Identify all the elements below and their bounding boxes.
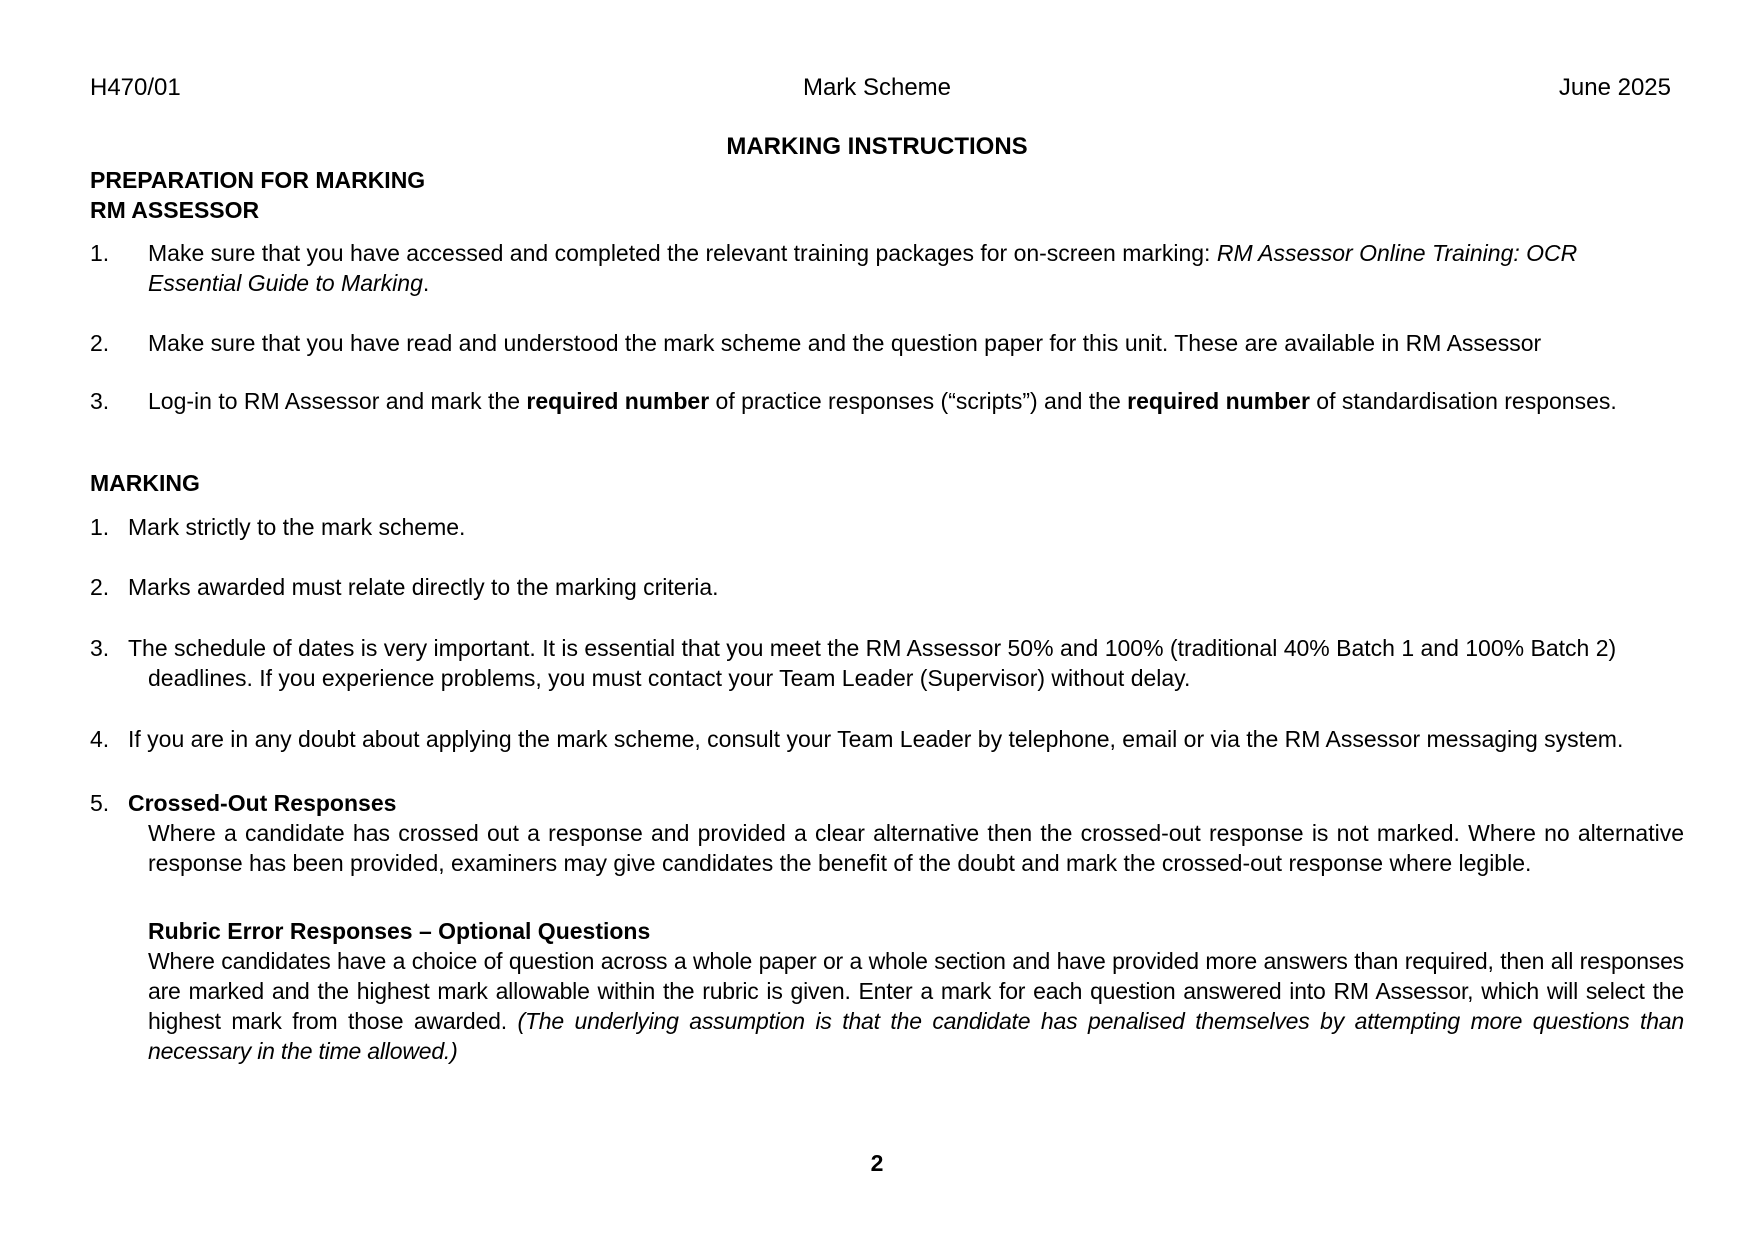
list-number: 3.	[90, 388, 110, 414]
section-heading-marking: MARKING	[90, 470, 200, 496]
header-document-type: Mark Scheme	[802, 74, 952, 101]
list-number: 4.	[90, 726, 110, 752]
list-number: 1.	[90, 514, 110, 540]
list-number: 5.	[90, 790, 110, 816]
marking-item-3	[90, 633, 1694, 693]
crossed-out-text: Where a candidate has crossed out a response and provided a clear alternative then the crossed-out response is not marked. Where no alternative response has been provided, examiners may give candidates the benefit of the doubt and mark the crossed-out response where legible.	[148, 820, 1684, 876]
list-item-text: Marks awarded must relate directly to the marking criteria.	[128, 574, 719, 600]
section-subheading-rm-assessor: RM ASSESSOR	[90, 197, 260, 223]
prep-item-2	[90, 328, 1674, 358]
marking-item-4	[90, 724, 1694, 754]
marking-item-1	[90, 512, 1684, 542]
header-date: June 2025	[1558, 74, 1671, 101]
list-item-text-line2: deadlines. If you experience problems, you must contact your Team Leader (Supervisor) without delay.	[148, 665, 1191, 691]
list-item-text: Log-in to RM Assessor and mark the required number of practice responses (“scripts”) and the required number of standardisation responses.	[148, 388, 1617, 414]
rubric-heading: Rubric Error Responses – Optional Questions	[148, 918, 651, 944]
list-item-text-line1: The schedule of dates is very important. It is essential that you meet the RM Assessor 50% and 100% (traditional 40% Batch 1 and 100% Batch 2)	[128, 635, 1617, 661]
list-item-text: If you are in any doubt about applying the mark scheme, consult your Team Leader by telephone, email or via the RM Assessor messaging system.	[128, 726, 1624, 752]
list-number: 1.	[90, 240, 110, 266]
list-number: 2.	[90, 330, 110, 356]
crossed-out-heading: Crossed-Out Responses	[128, 790, 397, 816]
list-item-text: Mark strictly to the mark scheme.	[128, 514, 466, 540]
prep-item-3	[90, 386, 1694, 416]
rubric-text: Where candidates have a choice of question across a whole paper or a whole section and have provided more answers than required, then all responses are marked and the highest mark allowable within the rubric is given. Enter a mark for each question answered into RM Assessor, which will select the highest mark from those awarded. (The underlying assumption is that the candidate has penalised themselves by attempting more questions than necessary in the time allowed.)	[148, 948, 1684, 1064]
prep-item-1	[90, 238, 1674, 298]
list-item-text: Make sure that you have accessed and completed the relevant training packages for on-screen marking: RM Assessor Online Training: OCR Essential Guide to Marking.	[148, 240, 1578, 296]
page-number: 2	[870, 1150, 884, 1176]
marking-item-2	[90, 572, 1684, 602]
header-paper-code: H470/01	[90, 74, 181, 101]
list-item-text: Make sure that you have read and understood the mark scheme and the question paper for this unit. These are available in RM Assessor	[148, 330, 1542, 356]
page-title: MARKING INSTRUCTIONS	[726, 133, 1028, 160]
marking-item-5	[90, 788, 1684, 878]
section-heading-preparation: PREPARATION FOR MARKING	[90, 167, 426, 193]
list-number: 3.	[90, 635, 110, 661]
list-number: 2.	[90, 574, 110, 600]
